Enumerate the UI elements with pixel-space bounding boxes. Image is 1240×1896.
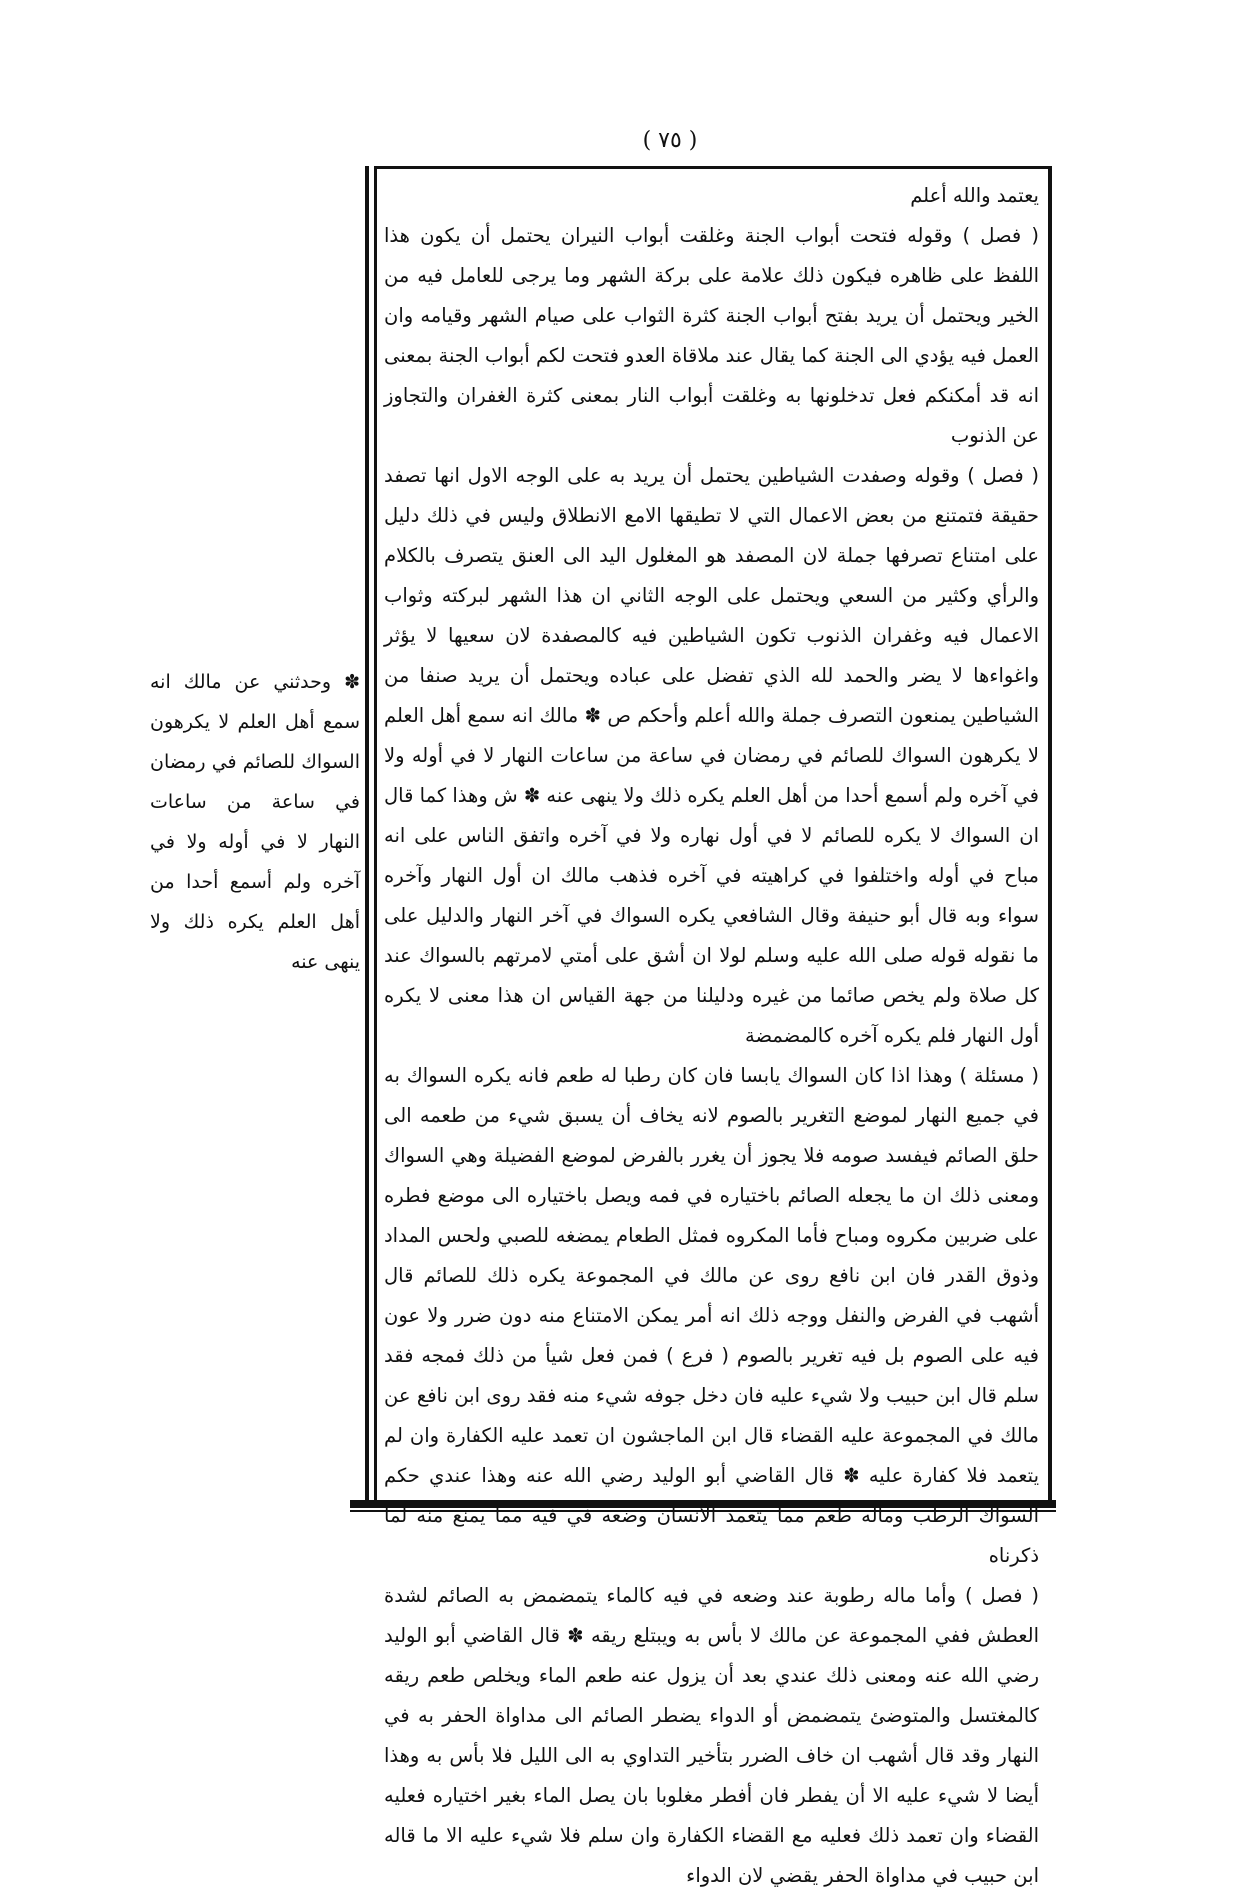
- paragraph-masala-siwak: ( مسئلة ) وهذا اذا كان السواك يابسا فان كان رطبا له طعم فانه يكره السواك به في جميع النهار لموضع التغرير بالصوم لانه يخاف أن يسبق شيء من طعمه الى حلق الصائم فيفسد صومه فلا يجوز أن يغرر بالفرض لموضع الفضيلة وهي السواك ومعنى ذلك ان ما يجعله الصائم باختياره في فمه ويصل باختياره الى موضع فطره على ضربين مكروه ومباح فأما المكروه فمثل الطعام يمضغه للصبي ولحس المداد وذوق القدر فان ابن نافع روى عن مالك في المجموعة يكره ذلك للصائم قال أشهب في الفرض والنفل ووجه ذلك انه أمر يمكن الامتناع منه دون ضرر ولا عون فيه على الصوم بل فيه تغرير بالصوم ( فرع ) فمن فعل شيأ من ذلك فمجه فقد سلم قال ابن حبيب ولا شيء عليه فان دخل جوفه شيء منه فقد روى ابن نافع عن مالك في المجموعة عليه القضاء قال ابن الماجشون ان تعمد عليه الكفارة وان لم يتعمد فلا كفارة عليه ✽ قال القاضي أبو الوليد رضي الله عنه وهذا عندي حكم السواك الرطب وماله طعم مما يتعمد الانسان وضعه في فيه مما يمنع منه لما ذكرناه: [384, 1064, 1039, 1567]
- paragraph-gates-of-paradise: ( فصل ) وقوله فتحت أبواب الجنة وغلقت أبواب النيران يحتمل أن يكون هذا اللفظ على ظاهره فيكون ذلك علامة على بركة الشهر وما يرجى للعامل فيه من الخير ويحتمل أن يريد بفتح أبواب الجنة كثرة الثواب على صيام الشهر وقيامه وان العمل فيه يؤدي الى الجنة كما يقال عند ملاقاة العدو فتحت لكم أبواب الجنة بمعنى انه قد أمكنكم فعل تدخلونها به وغلقت أبواب النار بمعنى كثرة الغفران والتجاوز عن الذنوب: [384, 224, 1039, 447]
- margin-hadith-note: ✽ وحدثني عن مالك انه سمع أهل العلم لا يكرهون السواك للصائم في رمضان في ساعة من ساعات النهار لا في أوله ولا في آخره ولم أسمع أحدا من أهل العلم يكره ذلك ولا ينهى عنه: [150, 671, 360, 973]
- paragraph-rinsing-water: ( فصل ) وأما ماله رطوبة عند وضعه في فيه كالماء يتمضمض به الصائم لشدة العطش ففي المجموعة عن مالك لا بأس به ويبتلع ريقه ✽ قال القاضي أبو الوليد رضي الله عنه ومعنى ذلك عندي بعد أن يزول عنه طعم الماء ويخلص طعم ريقه كالمغتسل والمتوضئ يتمضمض أو الدواء يضطر الصائم الى مداواة الحفر به في النهار وقد قال أشهب ان خاف الضرر بتأخير التداوي به الى الليل فلا بأس به وهذا أيضا لا شيء عليه الا أن يفطر فان أفطر مغلوبا بان يصل الماء بغير اختياره فعليه القضاء وان تعمد ذلك فعليه مع القضاء الكفارة وان سلم فلا شيء عليه الا ما قاله ابن حبيب في مداواة الحفر يقضي لان الدواء: [384, 1584, 1039, 1887]
- page-number: ( ٧٥ ): [642, 128, 698, 153]
- paragraph-chained-devils: ( فصل ) وقوله وصفدت الشياطين يحتمل أن يريد به على الوجه الاول انها تصفد حقيقة فتمتنع من بعض الاعمال التي لا تطيقها الامع الانطلاق وليس في ذلك دليل على امتناع تصرفها جملة لان المصفد هو المغلول اليد الى العنق يتصرف بالكلام والرأي وكثير من السعي ويحتمل على الوجه الثاني ان هذا الشهر لبركته وثواب الاعمال فيه وغفران الذنوب تكون الشياطين فيه كالمصفدة لان سعيها لا يؤثر واغواءها لا يضر والحمد لله الذي تفضل على عباده ويحتمل أن يريد صنفا من الشياطين يمنعون التصرف جملة والله أعلم وأحكم ص ✽ مالك انه سمع أهل العلم لا يكرهون السواك للصائم في رمضان في ساعة من ساعات النهار لا في أوله ولا في آخره ولم أسمع أحدا من أهل العلم يكره ذلك ولا ينهى عنه ✽ ش وهذا كما قال ان السواك لا يكره للصائم لا في أول نهاره ولا في آخره واتفق الناس على انه مباح في أوله واختلفوا في كراهيته في آخره فذهب مالك ان أول النهار وآخره سواء وبه قال أبو حنيفة وقال الشافعي يكره السواك في آخر النهار والدليل على ما نقوله قوله صلى الله عليه وسلم لولا ان أشق على أمتي لامرتهم بالسواك عند كل صلاة ولم يخص صائما من غيره ودليلنا من جهة القياس ان هذا معنى لا يكره أول النهار فلم يكره آخره كالمضمضة: [384, 464, 1039, 1047]
- main-text-body: [384, 176, 1039, 1896]
- paragraph-opening: يعتمد والله أعلم: [910, 184, 1039, 207]
- frame-left-border: [365, 166, 369, 1506]
